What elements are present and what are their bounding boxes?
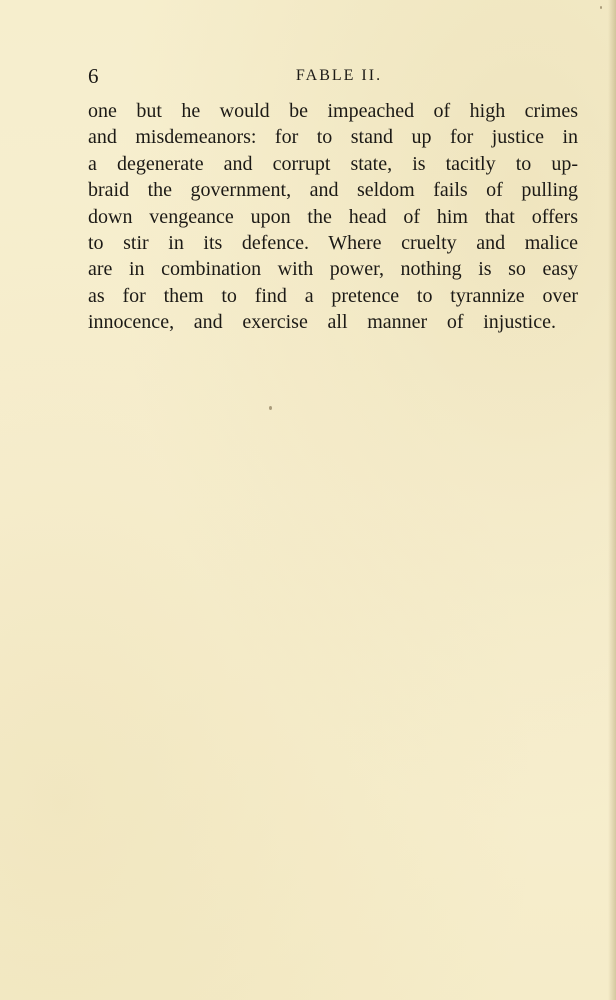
text-line: are in combination with power, nothing is so easy: [88, 258, 578, 281]
page-number: 6: [88, 64, 99, 88]
body-paragraph: [88, 98, 578, 336]
paper-speck: [269, 406, 272, 410]
text-line: braid the government, and seldom fails of pulling: [88, 179, 578, 202]
text-line: to stir in its defence. Where cruelty and malice: [88, 231, 578, 254]
text-line: a degenerate and corrupt state, is tacitly to up-: [88, 152, 578, 175]
text-line: as for them to find a pretence to tyrannize over: [88, 284, 578, 307]
page-edge-shadow: [608, 0, 616, 1000]
text-line: and misdemeanors: for to stand up for justice in: [88, 126, 578, 149]
text-line: one but he would be impeached of high crimes: [88, 100, 578, 122]
running-title: FABLE II.: [295, 67, 383, 84]
text-line: down vengeance upon the head of him that offers: [88, 205, 578, 228]
paper-speck: [600, 6, 602, 9]
page-header: [88, 64, 578, 88]
text-line: innocence, and exercise all manner of injustice.: [88, 311, 556, 334]
